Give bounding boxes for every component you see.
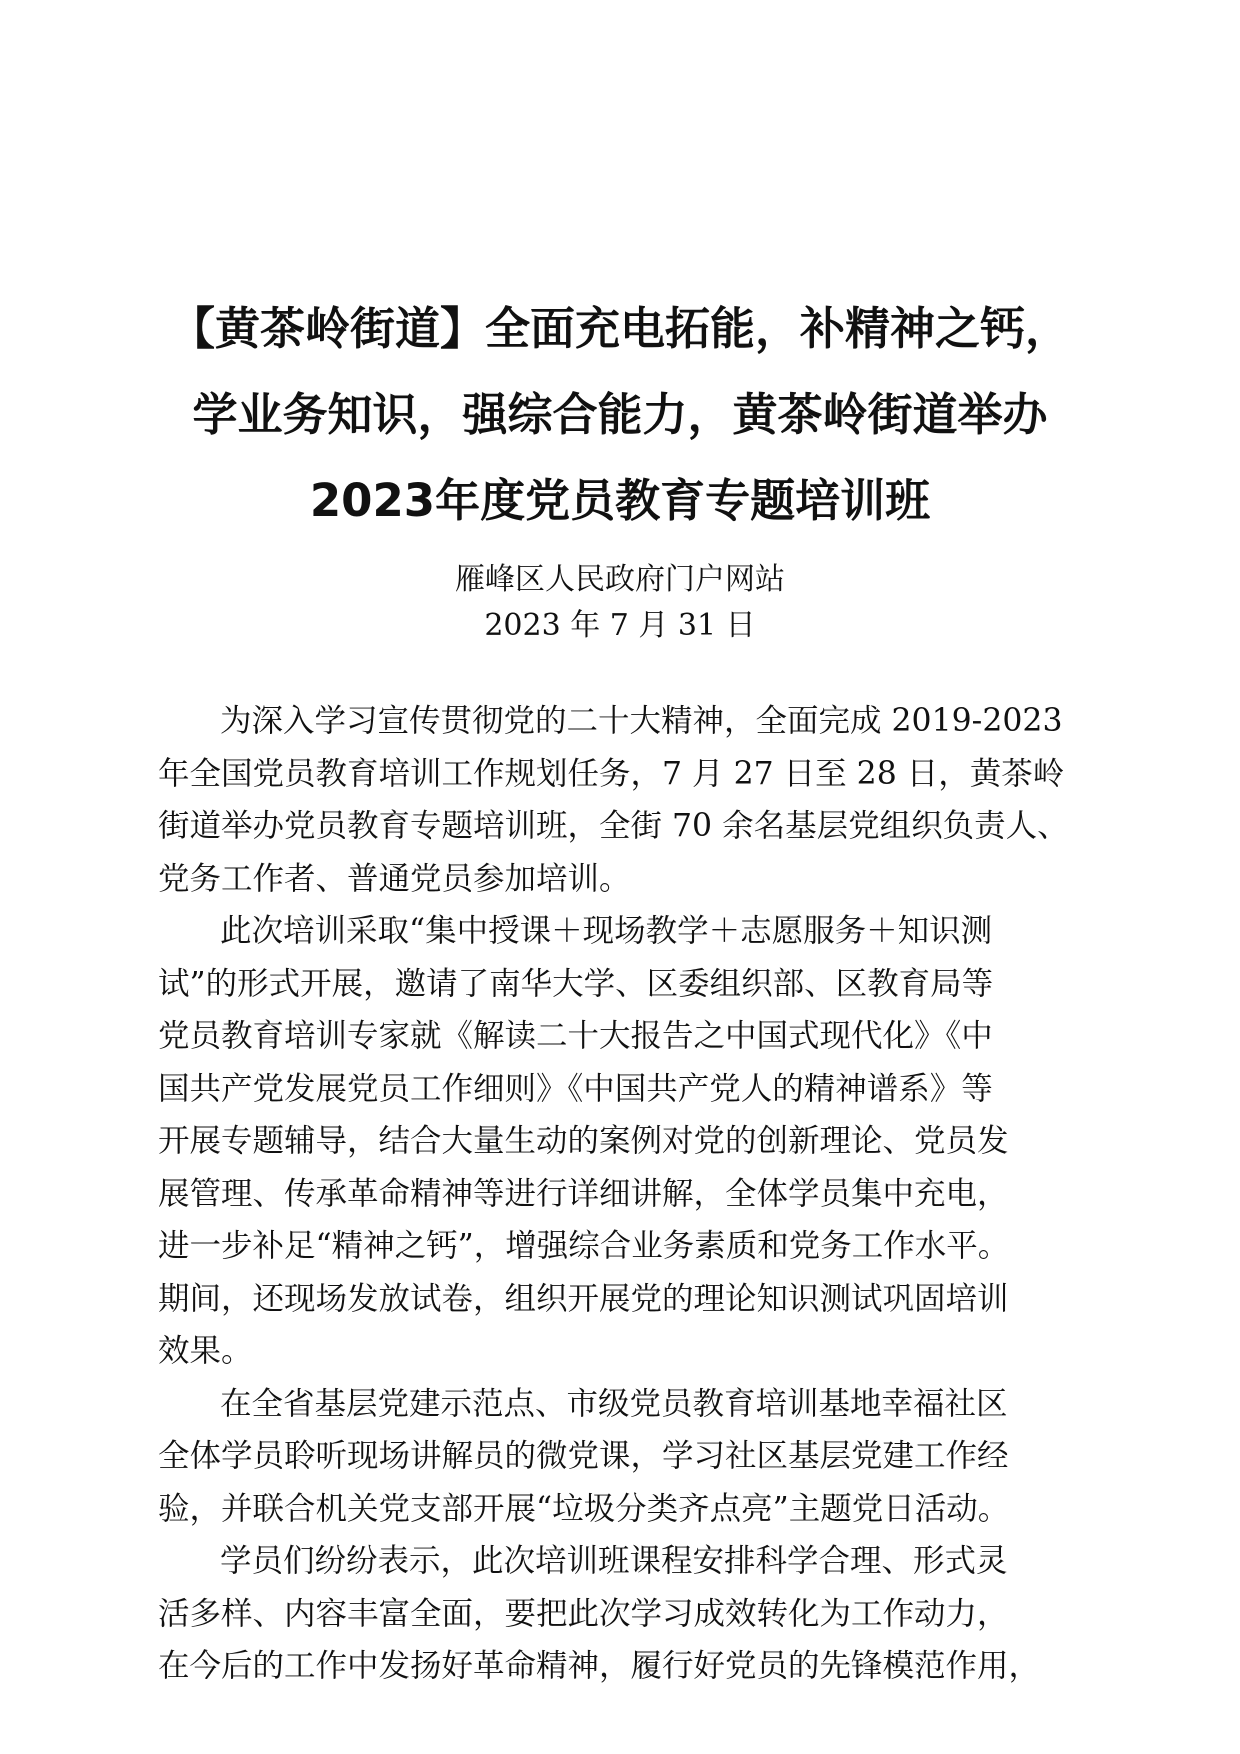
paragraph-2 bbox=[158, 905, 1084, 1378]
paragraph-line: 在今后的工作中发扬好革命精神，履行好党员的先锋模范作用， bbox=[158, 1648, 1041, 1684]
paragraph-line: 期间，还现场发放试卷，组织开展党的理论知识测试巩固培训 bbox=[158, 1280, 1009, 1317]
paragraph-line: 为深入学习宣传贯彻党的二十大精神，全面完成 2019-2023 bbox=[220, 703, 1063, 739]
paragraph-line: 开展专题辅导，结合大量生动的案例对党的创新理论、党员发 bbox=[158, 1123, 1009, 1159]
paragraph-line: 街道举办党员教育专题培训班，全街 70 余名基层党组织负责人、 bbox=[158, 808, 1069, 844]
paragraph-line: 进一步补足“精神之钙”，增强综合业务素质和党务工作水平。 bbox=[158, 1228, 1010, 1264]
paragraph-line: 学员们纷纷表示，此次培训班课程安排科学合理、形式灵 bbox=[220, 1543, 1008, 1579]
paragraph-line: 效果。 bbox=[158, 1333, 253, 1369]
paragraph-line: 活多样、内容丰富全面，要把此次学习成效转化为工作动力， bbox=[158, 1595, 1009, 1632]
article-body bbox=[158, 695, 1084, 1693]
paragraph-line: 展管理、传承革命精神等进行详细讲解，全体学员集中充电， bbox=[158, 1175, 1009, 1212]
paragraph-line: 此次培训采取“集中授课＋现场教学＋志愿服务＋知识测 bbox=[220, 913, 993, 949]
paragraph-line: 年全国党员教育培训工作规划任务，7 月 27 日至 28 日，黄茶岭 bbox=[158, 755, 1065, 792]
article-source: 雁峰区人民政府门户网站 bbox=[455, 562, 785, 597]
article-title bbox=[150, 286, 1090, 544]
paragraph-line: 验，并联合机关党支部开展“垃圾分类齐点亮”主题党日活动。 bbox=[158, 1490, 1010, 1527]
article-date: 2023 年 7 月 31 日 bbox=[484, 608, 756, 643]
paragraph-3 bbox=[158, 1378, 1084, 1536]
paragraph-line: 全体学员聆听现场讲解员的微党课，学习社区基层党建工作经 bbox=[158, 1438, 1009, 1474]
paragraph-1 bbox=[158, 695, 1084, 905]
paragraph-line: 党员教育培训专家就《解读二十大报告之中国式现代化》《中 bbox=[158, 1018, 993, 1054]
paragraph-line: 在全省基层党建示范点、市级党员教育培训基地幸福社区 bbox=[220, 1385, 1008, 1422]
paragraph-line: 党务工作者、普通党员参加培训。 bbox=[158, 860, 631, 897]
paragraph-line: 试”的形式开展，邀请了南华大学、区委组织部、区教育局等 bbox=[158, 965, 994, 1002]
paragraph-4 bbox=[158, 1535, 1084, 1693]
title-line-1: 【黄茶岭街道】全面充电拓能，补精神之钙， bbox=[169, 302, 1070, 355]
title-line-3: 2023年度党员教育专题培训班 bbox=[309, 474, 931, 527]
title-line-2: 学业务知识，强综合能力，黄茶岭街道举办 bbox=[192, 388, 1048, 441]
paragraph-line: 国共产党发展党员工作细则》《中国共产党人的精神谱系》等 bbox=[158, 1070, 993, 1107]
